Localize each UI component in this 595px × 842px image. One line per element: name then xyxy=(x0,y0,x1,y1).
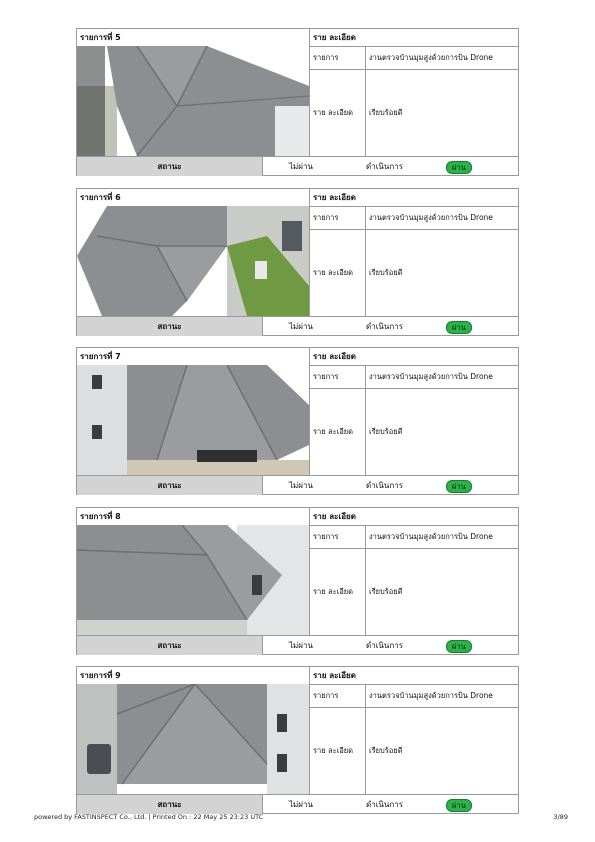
detail-table xyxy=(310,365,518,475)
status-fail-option: ไม่ผ่าน xyxy=(289,800,313,809)
detail-value: เรียบร้อยดี xyxy=(369,587,403,596)
list-key: รายการ xyxy=(310,525,366,549)
detail-key: ราย ละเอียด xyxy=(310,389,366,475)
list-value: งานตรวจบ้านมุมสูงด้วยการบิน Drone xyxy=(366,365,518,389)
inspection-card xyxy=(76,28,519,176)
list-key: รายการ xyxy=(310,46,366,70)
item-title: รายการที่ 6 xyxy=(77,189,310,206)
detail-table xyxy=(310,525,518,635)
list-key: รายการ xyxy=(310,206,366,230)
status-row xyxy=(77,475,518,495)
status-row xyxy=(77,316,518,336)
item-title: รายการที่ 8 xyxy=(77,508,310,525)
status-label: สถานะ xyxy=(77,636,263,655)
list-value: งานตรวจบ้านมุมสูงด้วยการบิน Drone xyxy=(366,46,518,70)
detail-value: เรียบร้อยดี xyxy=(369,268,403,277)
detail-value: เรียบร้อยดี xyxy=(369,108,403,117)
detail-header: ราย ละเอียด xyxy=(313,352,356,361)
drone-roof-photo xyxy=(77,206,310,316)
status-row xyxy=(77,794,518,814)
status-fail-option: ไม่ผ่าน xyxy=(289,641,313,650)
detail-header: ราย ละเอียด xyxy=(313,671,356,680)
status-progress-option: ดำเนินการ xyxy=(366,162,403,171)
status-label: สถานะ xyxy=(77,476,263,495)
detail-header: ราย ละเอียด xyxy=(313,512,356,521)
detail-value: เรียบร้อยดี xyxy=(369,427,403,436)
detail-header: ราย ละเอียด xyxy=(313,193,356,202)
status-progress-option: ดำเนินการ xyxy=(366,481,403,490)
footer-text: powered by FASTINSPECT Co., Ltd. | Printed On : 22 May 25 23:23 UTC xyxy=(34,813,264,821)
drone-roof-photo xyxy=(77,684,310,794)
page-footer xyxy=(34,813,568,821)
inspection-card xyxy=(76,507,519,655)
item-title: รายการที่ 5 xyxy=(77,29,310,46)
status-progress-option: ดำเนินการ xyxy=(366,322,403,331)
page-number: 3/89 xyxy=(553,813,568,821)
detail-key: ราย ละเอียด xyxy=(310,549,366,635)
list-value: งานตรวจบ้านมุมสูงด้วยการบิน Drone xyxy=(366,684,518,708)
drone-roof-photo xyxy=(77,46,310,156)
list-key: รายการ xyxy=(310,684,366,708)
detail-key: ราย ละเอียด xyxy=(310,708,366,794)
status-row xyxy=(77,156,518,176)
status-pass-badge: ผ่าน xyxy=(446,799,472,812)
status-label: สถานะ xyxy=(77,317,263,336)
detail-table xyxy=(310,46,518,156)
status-fail-option: ไม่ผ่าน xyxy=(289,162,313,171)
item-title: รายการที่ 9 xyxy=(77,667,310,684)
list-value: งานตรวจบ้านมุมสูงด้วยการบิน Drone xyxy=(366,206,518,230)
list-value: งานตรวจบ้านมุมสูงด้วยการบิน Drone xyxy=(366,525,518,549)
status-label: สถานะ xyxy=(77,795,263,814)
status-fail-option: ไม่ผ่าน xyxy=(289,481,313,490)
list-key: รายการ xyxy=(310,365,366,389)
inspection-card xyxy=(76,347,519,495)
status-progress-option: ดำเนินการ xyxy=(366,641,403,650)
inspection-card xyxy=(76,188,519,336)
detail-table xyxy=(310,684,518,794)
drone-roof-photo xyxy=(77,365,310,475)
status-fail-option: ไม่ผ่าน xyxy=(289,322,313,331)
drone-roof-photo xyxy=(77,525,310,635)
item-title: รายการที่ 7 xyxy=(77,348,310,365)
detail-table xyxy=(310,206,518,316)
status-pass-badge: ผ่าน xyxy=(446,480,472,493)
detail-key: ราย ละเอียด xyxy=(310,70,366,156)
status-pass-badge: ผ่าน xyxy=(446,640,472,653)
status-progress-option: ดำเนินการ xyxy=(366,800,403,809)
status-row xyxy=(77,635,518,655)
detail-key: ราย ละเอียด xyxy=(310,230,366,316)
inspection-card xyxy=(76,666,519,814)
status-pass-badge: ผ่าน xyxy=(446,321,472,334)
detail-header: ราย ละเอียด xyxy=(313,33,356,42)
detail-value: เรียบร้อยดี xyxy=(369,746,403,755)
status-pass-badge: ผ่าน xyxy=(446,161,472,174)
status-label: สถานะ xyxy=(77,157,263,176)
